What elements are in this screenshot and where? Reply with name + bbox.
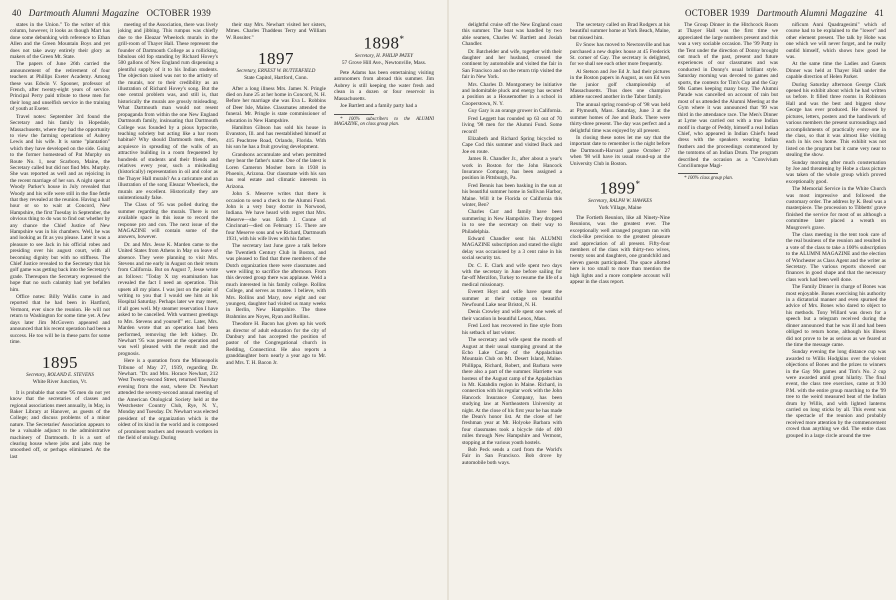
paragraph: Office notes: Billy Wallis came in and reported that he had been in Hartford, Vermont, ever since the reunion. He will not return to Washington for some time yet. A few days later Jim McGovern appeared and announced that his recent operation had been a success. He too will be in these parts for some time.	[10, 294, 110, 345]
paragraph: The papers of June 26th carried the announcement of the retirement of four teachers at Phillips Exeter Academy. Among these was Edwin V. Spooner, professor of French, after twenty-eight years of service. Principal Perry paid tribute to these men for their long and unselfish service in the training of youth at Exeter.	[10, 61, 110, 113]
paragraph: nificum Anni Quadragesimi" which of course had to be explained to the "lower" and other element present. The talk by Hobe was one which we will never forget, and he really outdid himself, which shows how good he was.	[786, 22, 886, 61]
paragraph: Charles Carr and family have been summering in New Hampshire. They dropped in to see the secretary on their way to Philadelphia.	[462, 209, 562, 235]
right-issue-month: OCTOBER 1939	[685, 8, 750, 18]
class-secretary-1898: Secretary, H. PHILIP PATEY	[354, 53, 414, 59]
class-heading-1895: 1895	[42, 353, 78, 373]
paragraph: Here is a quotation from the Minneapolis Tribune of May 27, 1939, regarding Dr. Newhart. "Dr. and Mrs. Horace Newhart, 212 West Twenty-second Street, returned Thursday evening from the east, where Dr. Newhart attended the seventy-second annual meeting of the American Otological Society held at the Westchester Country Club, Rye, N. Y., Monday and Tuesday. Dr. Newhart was elected president of the organization which is the oldest of its kind in the world and is composed of prominent teachers and research workers in the field of otology. During	[118, 358, 218, 441]
paragraph: Mrs. Charles D. Montgomery be initiative and indomitable pluck and energy has secured a position as a Housemother in a school in Cooperstown, N. Y.	[462, 81, 562, 107]
right-page-number: 41	[874, 8, 884, 18]
class-address-1895: White River Junction, Vt.	[32, 379, 88, 386]
paragraph: During Saturday afternoon George Clark opened his exhibit about which he had written us before. It filled three rooms in Robinson Hall and was the best and biggest show George has ever produced. He showed by pictures, letters, posters and the handiwork of various members the present surroundings and accomplishments of practically every one in the class, so that it was almost like visiting each in his own home. This exhibit was not listed on the program but it came very near to stealing the show.	[786, 81, 886, 159]
paragraph: The secretary last June gave a talk before the Twentieth Century Club in Boston, and was pleased to find that three members of the Dutch organization there were classmates and were willing to sacrifice the afternoon. From this devoted group there was applause. Weld a much interested in his family college. Rollins College, and serves as trustee. I believe, with Mrs. Rollins and Mary, now eight and our youngest, daughter had visited us many weeks in Berlin, New Hampshire. The three Brahmins are Noyes, Ryan and Rollins.	[226, 243, 326, 320]
paragraph: After a long illness Mrs. James N. Pringle died on June 25 at her home in Concord, N. H. Before her marriage she was Eva L. Robbins of Deer Isle, Maine. Classmates attended the funeral. Mr. Pringle is state commissioner of education in New Hampshire.	[226, 85, 326, 124]
paragraph: Everett Hoyt and wife have spent the summer at their cottage on beautiful Newfound Lake near Bristol, N. H.	[462, 289, 562, 309]
paragraph: It is probable that some '95 men do not yet know that the secretaries of classes and regional associations meet annually, in May, in Baker Library at Hanover, as guests of the College; and discuss problems of a minor nature. The Secretaries' Association appears to be a valuable adjunct to the administrative machinery of Dartmouth. It is a sort of clearing house where jobs and jabs may be smoothed off, or perhaps eliminated. At the last	[10, 389, 110, 460]
column-4	[334, 22, 434, 594]
column-8	[786, 22, 886, 594]
paragraph: Pete Adams has been entertaining visiting astronomers from abroad this summer. Jim Aubrey is still keeping the water fresh and clean in a dozen or four reservoir in Massachusetts.	[334, 70, 434, 102]
paragraph: At the same time the Ladies and Guests Dinner was held at Thayer Hall under the capable direction of Helen Parker.	[786, 61, 886, 81]
paragraph: their stay Mrs. Newhart visited her sisters, Mmes. Charles Thaddeus Terry and William W. Rossiter."	[226, 22, 326, 41]
paragraph: delightful cruise off the New England coast this summer. The boat was handled by two able seamen, Charles W. Bartlett and Josiah Chandler.	[462, 22, 562, 48]
class-address-1899: York Village, Maine	[598, 204, 642, 211]
page-gutter	[447, 0, 449, 600]
paragraph: Ev Snow has moved to Newtonville and has purchased a new duplex house at 45 Frederick St. corner of Gay. The secretary is delighted, for we shall see each other more frequently.	[570, 42, 670, 68]
paragraph: Bob Peck sends a card from the World's Fair in San Francisco. Bob drove by automobile both ways.	[462, 447, 562, 466]
paragraph: states in the Union." To the writer of this column, however, it looks as though Mart has done some debunking with reference to Ethan Allen and the Green Mountain Boys and yet does not take away entirely their glory as makers of the Green Mt. State.	[10, 22, 110, 61]
paragraph: meeting of the Association, there was lively joking and jibbing. This rumpus was chiefly due to the Eleazar Wheelock murals in the grill-room of Thayer Hall. These represent the founder of Dartmouth College as a rollicking, bibulous old fop standing by Richard Hovey's 500 gallons of New England rum dispensing a plentiful supply of it to his Indian students. The objection raised was not to the artistry of the murals, nor to their credibility as an illustration of Richard Hovey's song. But the one central problem was, and still is, that historically the murals are grossly misleading. What Dartmouth man would not resent propaganda from within the one New England Dartmouth family, insinuating that Dartmouth College was founded by a pious hypocrite, teaching sobriety but acting like a bar room habitué? Why should Dartmouth men, then, acquiesce in spreading of the walls of an attractive building in a room frequented by hundreds of students and their friends and relatives every year, such a misleading (historically) representation in oil and color as the Thayer Hall murals? As a caricature and an illustration of the song Eleazar Wheelock, the murals are excellent. Historically they are unintentionally false.	[118, 22, 218, 201]
paragraph: Guy Gary is an orange grower in California.	[468, 108, 562, 115]
paragraph: The annual spring round-up of '98 was held at Plymouth, Mass. Saturday, June 3 at the summer homes of Joe and Buck. There were thirty-three present. The day was perfect and a delightful time was enjoyed by all present.	[570, 101, 670, 134]
left-page-header	[12, 8, 211, 18]
paragraph: The secretary called on Brad Rodgers at his beautiful summer home at York Beach, Maine, but missed him.	[570, 22, 670, 41]
paragraph: Edward Chandler sent his ALUMNI MAGAZINE subscription and stated the slight delay was occasioned by a 3 cent raise in his social security tax.	[462, 236, 562, 262]
right-magazine-title: Dartmouth Alumni Magazine	[756, 8, 868, 18]
paragraph: In closing these notes let me say that the important date to remember is the night before the Dartmouth-Harvard game October 27 when '98 will have its usual round-up at the University Club in Boston.	[570, 134, 670, 167]
paragraph: Fred Bennis has been basking in the sun at his beautiful summer home in Sullivan Harbor, Maine. Will it be Florida or California this winter, Ben?	[462, 182, 562, 208]
paragraph: Joe Bartlett and a family party had a	[340, 103, 417, 110]
class-heading-1897: 1897	[258, 49, 294, 69]
left-issue-month: OCTOBER 1939	[146, 8, 211, 18]
class-year-number: 1898	[363, 33, 400, 53]
paragraph: The Group Dinner in the Hitchcock Room at Thayer Hall was the first time we appreciated the large numbers present and this was a very sociable occasion. The '99 Patty in the Tent under the direction of Donny brought out much of the past, present and future experiences of our classmates and was conducted in Donny's usual brilliant style. Saturday morning was devoted to games and sports, the contests for Tim's Cup and the Gay 90s Games keeping many busy. The Alumni Parade was cancelled on account of rain but most of us attended the Alumni Meeting at the Gym where it was announced that '99 was third in the attendance race. The Men's Dinner at Lyme was carried out with a true Indian motif in charge of Peddy, himself a real Indian Chief, who appeared in Indian Chief's head dress with the speakers wearing Indian feathers and the proceedings commenced by the tomtoms of an Indian Drum. The program described the occasion as a "Convivium Conciliumque Magi-	[678, 22, 778, 169]
paragraph: The Class of '95 was polled during the summer regarding the murals. There is not available space in this issue to record the response pro and con. The next issue of the MAGAZINE will contain some of the answers, however.	[118, 202, 218, 241]
class-year-number: 1899	[599, 178, 636, 198]
class-secretary-1895: Secretary, ROLAND E. STEVENS	[26, 373, 94, 379]
column-3	[226, 22, 326, 594]
class-secretary-1899: Secretary, RALPH W. HAWKES	[588, 198, 652, 204]
paragraph: The Family Dinner in charge of Bones was most enjoyable. Bones exercising his authority in a dictatorial manner and even spurned the advice of Mrs. Bones who dared to object to his methods. Tony Willard was down for a speech but a telegram received during the dinner announced that he was ill and had been obliged to return home, although his illness did not prove to be as serious as we feared at the time the message came.	[786, 284, 886, 348]
paragraph: Theodore H. Bacon has given up his work as director of adult education for the city of Danbury and has accepted the position of pastor of the Congregational church in Redding, Connecticut. He also reports a granddaughter born nearly a year ago to Mr. and Mrs. T. H. Bacon Jr.	[226, 321, 326, 366]
paragraph: The Memorial Service in the White Church was most impressive and followed the customary order. The address by K. Beal was a masterpiece. The procession to Tibbetts' grave finished the service for most of us although a committee later placed a wreath on Musgrove's grave.	[786, 186, 886, 231]
paragraph: Denis Crowley and wife spent one week of their vacation in beautiful Lenox, Mass.	[462, 309, 562, 322]
class-secretary-1897: Secretary, ERNEST W. BUTTERFIELD	[236, 69, 316, 75]
class-heading-1898	[334, 30, 434, 53]
class-heading-1899	[570, 175, 670, 198]
right-page-header	[685, 8, 884, 18]
footnote-rule	[678, 173, 718, 174]
paragraph: Elizabeth and Richard Spring bicycled to Cape Cod this summer and visited Buck and Joe en route.	[462, 135, 562, 155]
class-address-1898: 57 Grove Hill Ave., Newtonville, Mass.	[341, 59, 427, 66]
footnote: * 100% class group plan.	[684, 176, 733, 182]
paragraph: James R. Chandler Jr., after about a year's work in Boston for the John Hancock Insurance Company, has been assigned a position in Pittsburgh, Pa.	[462, 156, 562, 182]
column-5	[462, 22, 562, 594]
paragraph: Fred Lord has recovered in fine style from his setback of last winter.	[462, 323, 562, 336]
paragraph: The secretary and wife spent the month of August at their usual stamping ground at the Echo Lake Camp of the Appalachian Mountain Club on Mt. Desert Island, Maine. Phillippa, Richard, Robert, and Barbara were there also a part of the summer. Harriette was hostess of the August camp of the Appalachian in Mt. Katahdin region in Maine. Richard, in connection with his regular work with the John Hancock Insurance Company, has been studying law at Northeastern University at night. At the close of his first year he has made the Dean's honor list. At the close of her freshman year at Mt. Holyoke Barbara with four classmates took a bicycle ride of 400 miles through New Hampshire and Vermont, stopping at the various youth hostels.	[462, 337, 562, 446]
footnote-mark: *	[635, 178, 641, 189]
paragraph: Al Stetson and Joe Ed Jr. had their pictures in the Boston papers in August, as son Ed won the junior golf championship of Massachusetts. Thus does one champion athlete succeed another in the Tabor family.	[570, 68, 670, 101]
class-address-1897: State Capitol, Hartford, Conn.	[244, 75, 308, 82]
paragraph: Dr. C. E. Clark and wife spent two days with the secretary in June before sailing for far-off Merzifon, Turkey to resume the life of a medical missionary.	[462, 262, 562, 288]
paragraph: Sunday evening the long distance cup was awarded to Willis Hodgkins over the violent objections of Bones and the prizes to winners in the Gay 90s games and Tim's No. 2 cup were awarded amid great hilarity. The final event, the class tree exercises, came at 9:30 P.M. with the entire group marching to the '99 tree to the weird measured beat of the Indian drum by Willis, and with lighted lanterns carried on long sticks by all. This event was the spectacle of the reunion and probably received more attention by the commencement crowd than anything we did. The entire class grouped in a large circle around the tree	[786, 349, 886, 439]
footnote-mark: *	[399, 34, 405, 44]
column-7	[678, 22, 778, 594]
paragraph: Fred Leggett has rounded up 63 out of 70 living '98 men for the Alumni Fund. Some record!	[462, 115, 562, 135]
column-6	[570, 22, 670, 594]
paragraph: Sunday morning after much consternation by Joe and threatening by Hobe a class picture was taken of the whole group which proved exceptionally good.	[786, 159, 886, 185]
paragraph: John S. Meserve writes that there is occasion to send a check to the Alumni Fund. John is a very busy doctor in Norwood, Indiana. We have heard with regret that Mrs. Meserve—she was Edith J. Conne of Cincinnati—died on February 15. There are four Meserve sons and we Richard, Dartmouth 1931, with his wife lives with his father.	[226, 191, 326, 242]
left-page-number: 40	[12, 8, 22, 18]
paragraph: Hamilton Gibson has sold his house in Evanston, Ill. and has reestablished himself at 415 Peachtree Road, Orlando, Florida. With his son he has a fruit growing development.	[226, 125, 326, 151]
paragraph: Dr. Batchelder and wife, together with their daughter and her husband, crossed the continent by automobile and visited the fair in San Francisco and on the return trip visited the fair in New York.	[462, 48, 562, 81]
paragraph: The class meeting in the tent took care of the real business of the reunion and resulted in a vote of the class to take a 100% subscription to the ALUMNI MAGAZINE and the election of Winchester as Class Agent and the writer as Secretary. The various reports showed our finances in good shape and that the necessary class work had been well done.	[786, 232, 886, 283]
footnote: * 100% subscribers to the ALUMNI MAGAZINE, on class group plan.	[334, 116, 434, 128]
paragraph: Travel notes: September 3rd found the Secretary and his family in Hopedale, Massachusetts, where they had the opportunity to view the farming operations of Aubrey Lewis and his wife. It is some "plantation" which they have developed on the side. Going to the former homestead of Pat Murphy on Route No. 1, near Scarboro, Maine, the Secretary called but did not find Mrs. Murphy. She was reported as well and as rejoicing in the recent marriage of her son. A night spent at Woody Parker's house in July revealed that Woody and his wife were still in the fine fettle that they revealed at the reunion. Having a half hour or so to wait at Concord, New Hampshire, the first Tuesday in September, the obvious thing to do was to find out whether by any chance the Chief Justice of New Hampshire was in his chambers. Well, he was and looking as fit as you please. Later it was a pleasure to see Jack in his official robes and presiding over his august court, with all becoming dignity but with no stiffness. The Chief Justice revealed to the Secretary that his golf game was getting back into the Secretary's grade. Thereupon the Secretary expressed the hope that no such calamity had yet befallen him.	[10, 113, 110, 293]
paragraph: Dr. and Mrs. Jesse K. Marden came to the United States from Athens in May on leave of absence. They were planning to visit Mrs. Stevens and me early in August on their return from California. But on August 7, Jesse wrote as follows: "Today X ray examination has revealed the fact I need an operation. This upsets all my plans. I was just on the point of writing to you that I would see him at his Hospital Saturday. Perhaps later we may meet, if all goes well. My steamer reservation I have asked to be cancelled. With warmest greetings to Mrs. Stevens and yourself" etc. Later, Mrs. Marden wrote that an operation had been performed, removing the left kidney. Dr. Newhart '95 was present at the operation and was well pleased with the result and the prognosis.	[118, 241, 218, 357]
footnote-rule	[334, 114, 374, 115]
paragraph: Grandsons accumulate and when permitted they bear the father's name. One of the latest is Loren Cameron Mosher born in 1938 in Phoenix, Arizona. Our classmate with his son has real estate and climatic interests in Arizona.	[226, 151, 326, 190]
left-magazine-title: Dartmouth Alumni Magazine	[28, 8, 140, 18]
column-1	[10, 22, 110, 594]
column-2	[118, 22, 218, 594]
paragraph: The Fortieth Reunion, like all Ninety-Nine Reunions, was the greatest ever. The exceptionally well arranged program ran with clock-like precision to the greatest pleasure and appreciation of all present. Fifty-four members of the class with thirty-two wives, twenty sons and daughters, one grandchild and eleven guests participated. The space allotted here is too small to more than mention the high lights and a more complete account will appear in the class report.	[570, 215, 670, 286]
